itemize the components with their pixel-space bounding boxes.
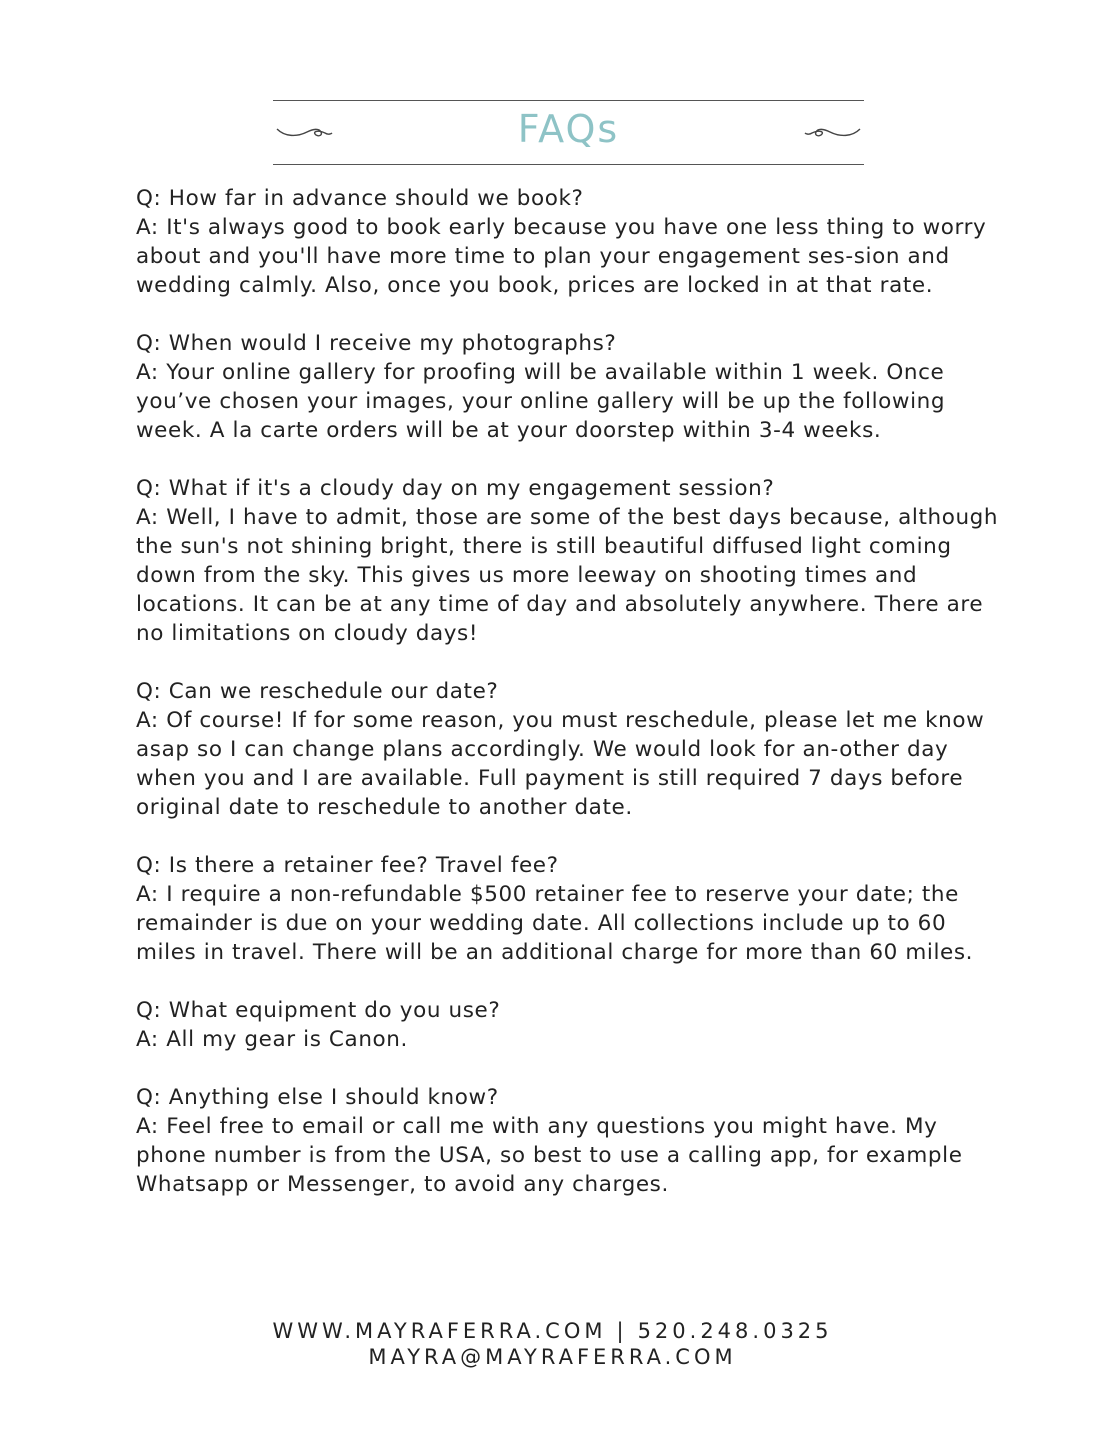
flourish-right-icon: [804, 123, 862, 141]
email-link[interactable]: MAYRA@MAYRAFERRA.COM: [368, 1345, 737, 1369]
faq-answer: A: It's always good to book early because you have one less thing to worry about and you'll have more time to plan your engagement ses-sion and wedding calmly. Also, once you book, prices are locked in at that rate.: [136, 215, 987, 298]
faq-item: [136, 329, 1006, 445]
faq-item: [136, 851, 1006, 967]
faq-question: Q: When would I receive my photographs?: [136, 331, 617, 356]
faq-header: [273, 100, 864, 165]
faq-list: [136, 184, 1006, 1228]
faq-item: [136, 1083, 1006, 1199]
faq-question: Q: Can we reschedule our date?: [136, 679, 499, 704]
faq-answer: A: All my gear is Canon.: [136, 1027, 408, 1052]
faq-question: Q: How far in advance should we book?: [136, 186, 584, 211]
faq-answer: A: Feel free to email or call me with any questions you might have. My phone number is from the USA, so best to use a calling app, for example Whatsapp or Messenger, to avoid any charges.: [136, 1114, 963, 1197]
page-title: FAQs: [517, 107, 620, 151]
faq-item: [136, 677, 1006, 822]
faq-question: Q: What equipment do you use?: [136, 998, 501, 1023]
website-link[interactable]: WWW.MAYRAFERRA.COM: [272, 1319, 607, 1343]
faq-item: [136, 474, 1006, 648]
faq-item: [136, 184, 1006, 300]
footer-line-1: [0, 1318, 1105, 1344]
faq-question: Q: Anything else I should know?: [136, 1085, 499, 1110]
faq-answer: A: Of course! If for some reason, you must reschedule, please let me know asap so I can change plans accordingly. We would look for an-other day when you and I are available. Full payment is still required 7 days before original date to reschedule to another date.: [136, 708, 985, 820]
contact-footer: [0, 1318, 1105, 1370]
faq-question: Q: Is there a retainer fee? Travel fee?: [136, 853, 559, 878]
phone-number[interactable]: 520.248.0325: [637, 1319, 833, 1343]
faq-question: Q: What if it's a cloudy day on my engagement session?: [136, 476, 775, 501]
faq-answer: A: Well, I have to admit, those are some of the best days because, although the sun's not shining bright, there is still beautiful diffused light coming down from the sky. This gives us more leeway on shooting times and locations. It can be at any time of day and absolutely anywhere. There are no limitations on cloudy days!: [136, 505, 999, 646]
faq-answer: A: Your online gallery for proofing will be available within 1 week. Once you’ve chosen your images, your online gallery will be up the following week. A la carte orders will be at your doorstep within 3-4 weeks.: [136, 360, 946, 443]
faq-item: [136, 996, 1006, 1054]
footer-separator: |: [616, 1319, 628, 1343]
faq-answer: A: I require a non-refundable $500 retainer fee to reserve your date; the remainder is due on your wedding date. All collections include up to 60 miles in travel. There will be an additional charge for more than 60 miles.: [136, 882, 974, 965]
